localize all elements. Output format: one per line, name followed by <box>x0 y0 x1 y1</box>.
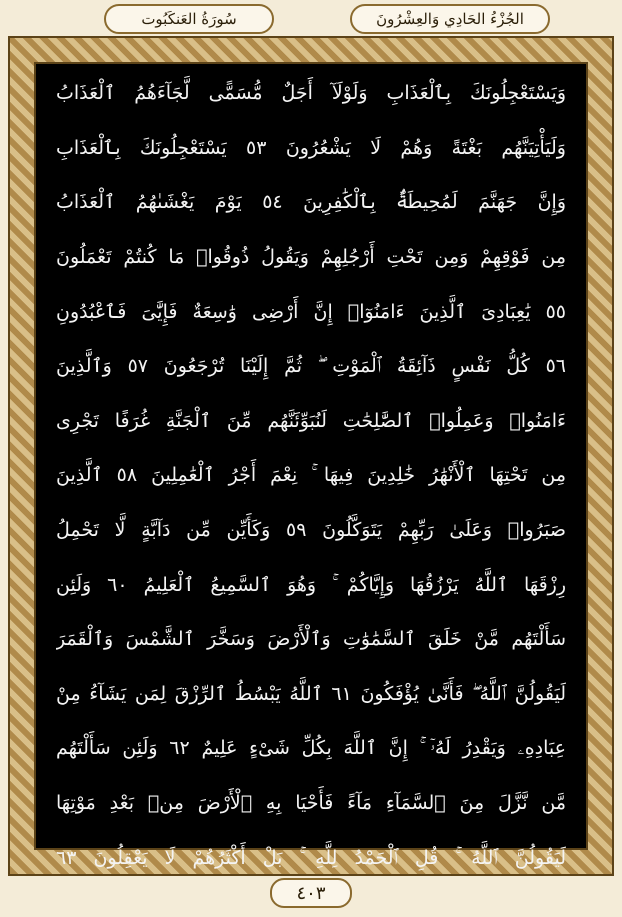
verse-line: ءَامَنُوا۟ وَعَمِلُوا۟ ٱلصَّٰلِحَٰتِ لَنُبَوِّئَنَّهُم مِّنَ ٱلْجَنَّةِ غُرَفًا تَجْرِى <box>56 409 566 432</box>
page-number: ٤٠٣ <box>270 878 352 908</box>
verse-line: عِبَادِهِۦ وَيَقْدِرُ لَهُۥٓ ۚ إِنَّ ٱللَّهَ بِكُلِّ شَىْءٍ عَلِيمٌ ٦٢ وَلَئِن سَأَلْتَهُم <box>56 737 566 760</box>
verse-line: لَيَقُولُنَّ ٱللَّهُ ۖ فَأَنَّىٰ يُؤْفَكُونَ ٦١ ٱللَّهُ يَبْسُطُ ٱلرِّزْقَ لِمَن يَشَآءُ مِنْ <box>56 682 566 705</box>
verse-line: سَأَلْتَهُم مَّنْ خَلَقَ ٱلسَّمَٰوَٰتِ وَٱلْأَرْضَ وَسَخَّرَ ٱلشَّمْسَ وَٱلْقَمَرَ <box>56 628 566 651</box>
verse-line: وَيَسْتَعْجِلُونَكَ بِٱلْعَذَابِ وَلَوْلَآ أَجَلٌ مُّسَمًّى لَّجَآءَهُمُ ٱلْعَذَابُ <box>56 82 566 105</box>
verse-line: مِن فَوْقِهِمْ وَمِن تَحْتِ أَرْجُلِهِمْ وَيَقُولُ ذُوقُوا۟ مَا كُنتُمْ تَعْمَلُونَ <box>56 246 566 269</box>
surah-name-header: سُورَةُ العَنكَبُوت <box>104 4 274 34</box>
verse-lines <box>56 66 566 885</box>
verse-line: لَيَقُولُنَّ ٱللَّهُ ۚ قُلِ ٱلْحَمْدُ لِلَّهِ ۚ بَلْ أَكْثَرُهُمْ لَا يَعْقِلُونَ ٦٣ <box>56 846 566 869</box>
verse-line: مِن تَحْتِهَا ٱلْأَنْهَٰرُ خَٰلِدِينَ فِيهَا ۚ نِعْمَ أَجْرُ ٱلْعَٰمِلِينَ ٥٨ ٱلَّذِينَ <box>56 464 566 487</box>
verse-line: مَّن نَّزَّلَ مِنَ ٱلسَّمَآءِ مَآءً فَأَحْيَا بِهِ ٱلْأَرْضَ مِنۢ بَعْدِ مَوْتِهَا <box>56 792 566 815</box>
verse-line: صَبَرُوا۟ وَعَلَىٰ رَبِّهِمْ يَتَوَكَّلُونَ ٥٩ وَكَأَيِّن مِّن دَآبَّةٍ لَّا تَحْمِلُ <box>56 519 566 542</box>
verse-line: ٥٦ كُلُّ نَفْسٍ ذَآئِقَةُ ٱلْمَوْتِ ۖ ثُمَّ إِلَيْنَا تُرْجَعُونَ ٥٧ وَٱلَّذِينَ <box>56 355 566 378</box>
verse-line: رِزْقَهَا ٱللَّهُ يَرْزُقُهَا وَإِيَّاكُمْ ۚ وَهُوَ ٱلسَّمِيعُ ٱلْعَلِيمُ ٦٠ وَلَئِن <box>56 573 566 596</box>
juz-name-header: الجُزْءُ الحَادِي وَالعِشْرُونَ <box>350 4 550 34</box>
verse-line: ٥٥ يَٰعِبَادِىَ ٱلَّذِينَ ءَامَنُوٓا۟ إِنَّ أَرْضِى وَٰسِعَةٌ فَإِيَّٰىَ فَٱعْبُدُونِ <box>56 300 566 323</box>
verse-line: وَإِنَّ جَهَنَّمَ لَمُحِيطَةٌۢ بِٱلْكَٰفِرِينَ ٥٤ يَوْمَ يَغْشَىٰهُمُ ٱلْعَذَابُ <box>56 191 566 214</box>
verse-line: وَلَيَأْتِيَنَّهُم بَغْتَةً وَهُمْ لَا يَشْعُرُونَ ٥٣ يَسْتَعْجِلُونَكَ بِٱلْعَذَابِ <box>56 136 566 159</box>
